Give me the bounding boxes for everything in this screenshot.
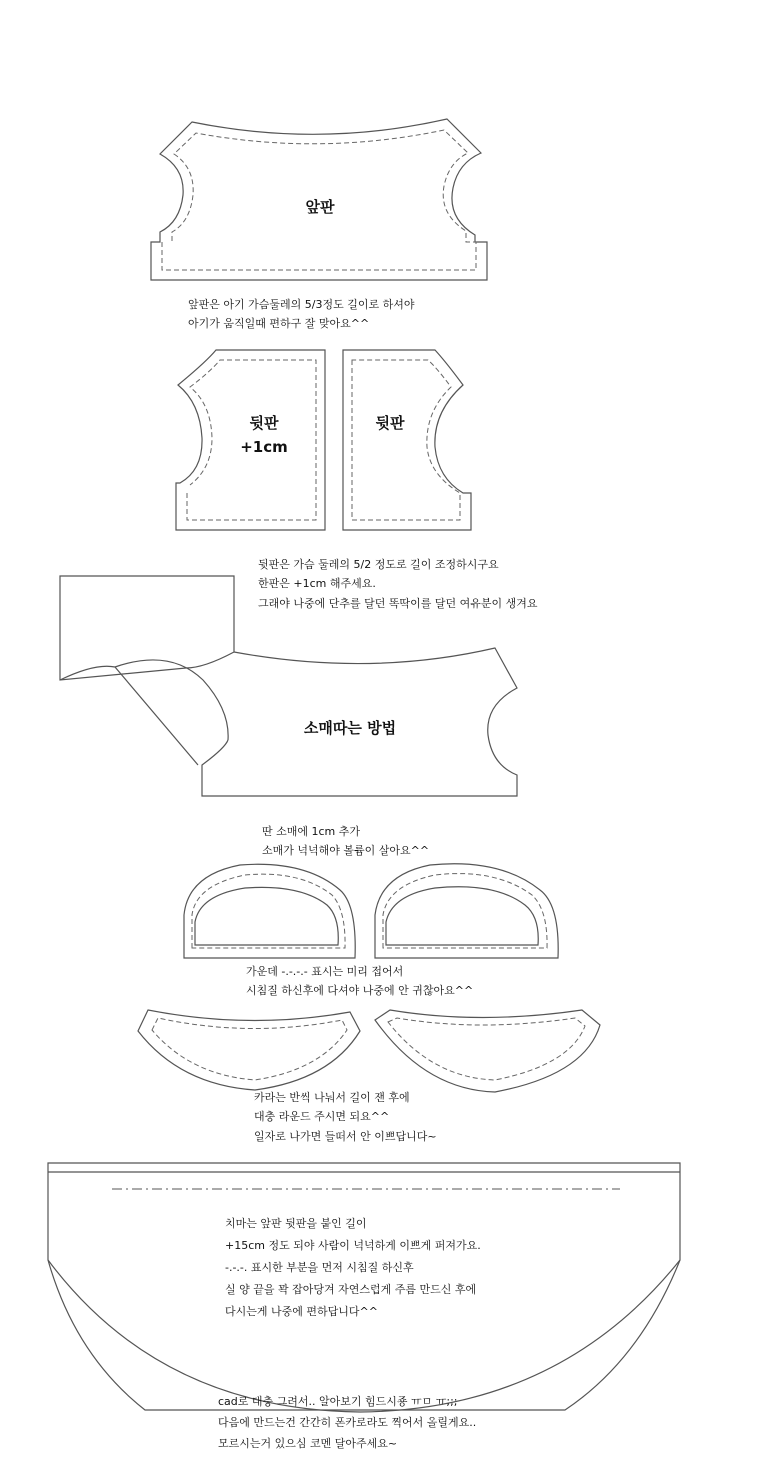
- sleeve-note-line: 딴 소매에 1cm 추가: [262, 825, 361, 838]
- footer-note-line: 다음에 만드는건 간간히 폰카로라도 찍어서 올릴게요..: [218, 1415, 477, 1429]
- collar-note-line: 일자로 나가면 들떠서 안 이쁘답니다~: [254, 1129, 437, 1143]
- back-left-plus-label: +1cm: [240, 438, 288, 456]
- collar-note-line: 대충 라운드 주시면 되요^^: [254, 1110, 390, 1124]
- front-label: 앞판: [305, 198, 335, 216]
- front-note-line: 앞판은 아기 가슴둘레의 5/3정도 길이로 하셔야: [188, 298, 415, 311]
- back-left-label: 뒷판: [249, 414, 279, 432]
- back-piece-right: [343, 350, 471, 530]
- back-piece-left: [176, 350, 325, 530]
- skirt-note-line: 치마는 앞판 뒷판을 붙인 길이: [225, 1217, 367, 1230]
- sleeve-fold-note-line: 가운데 -.-.-.- 표시는 미리 접어서: [246, 965, 404, 978]
- footer-note-line: cad로 대충 그려서.. 알아보기 힘드시죵 ㅠㅁ ㅠ;;;: [218, 1395, 458, 1408]
- back-note: [258, 555, 538, 613]
- skirt-note-line: -.-.-. 표시한 부분을 먼저 시침질 하신후: [225, 1261, 414, 1274]
- footer-note: [218, 1392, 476, 1455]
- sleeve-note-line: 소매가 넉넉해야 볼륨이 살아요^^: [262, 844, 430, 858]
- sleeve-method-label: 소매따는 방법: [303, 719, 397, 737]
- back-note-line: 그래야 나중에 단추를 달던 똑딱이를 달던 여유분이 생겨요: [258, 596, 538, 610]
- footer-note-line: 모르시는거 있으심 코멘 달아주세요~: [218, 1436, 398, 1450]
- collar-note-line: 카라는 반씩 나눠서 길이 잰 후에: [254, 1091, 410, 1104]
- skirt-note: [225, 1213, 481, 1323]
- sleeve-note: [262, 822, 429, 861]
- back-note-line: 한판은 +1cm 해주세요.: [258, 577, 376, 591]
- skirt-note-line: +15cm 정도 되야 사람이 넉넉하게 이쁘게 퍼져가요.: [225, 1239, 481, 1252]
- front-note: [188, 295, 414, 334]
- collar-piece-left: [138, 1010, 360, 1090]
- front-piece: [151, 119, 487, 280]
- back-note-line: 뒷판은 가슴 둘레의 5/2 정도로 길이 조정하시구요: [258, 558, 499, 571]
- skirt-note-line: 실 양 끝을 꽉 잡아당겨 자연스럽게 주름 만드신 후에: [225, 1283, 477, 1296]
- sleeve-piece-right: [375, 864, 558, 958]
- collar-piece-right: [375, 1010, 600, 1092]
- sleeve-fold-note: [246, 962, 473, 1001]
- sleeve-piece-left: [184, 864, 355, 958]
- front-note-line: 아기가 움직일때 편하구 잘 맞아요^^: [188, 317, 370, 331]
- sleeve-fold-note-line: 시침질 하신후에 다셔야 나중에 안 귀찮아요^^: [246, 984, 474, 998]
- collar-note: [254, 1088, 437, 1146]
- back-right-label: 뒷판: [375, 414, 405, 432]
- skirt-note-line: 다시는게 나중에 편하답니다^^: [225, 1305, 378, 1318]
